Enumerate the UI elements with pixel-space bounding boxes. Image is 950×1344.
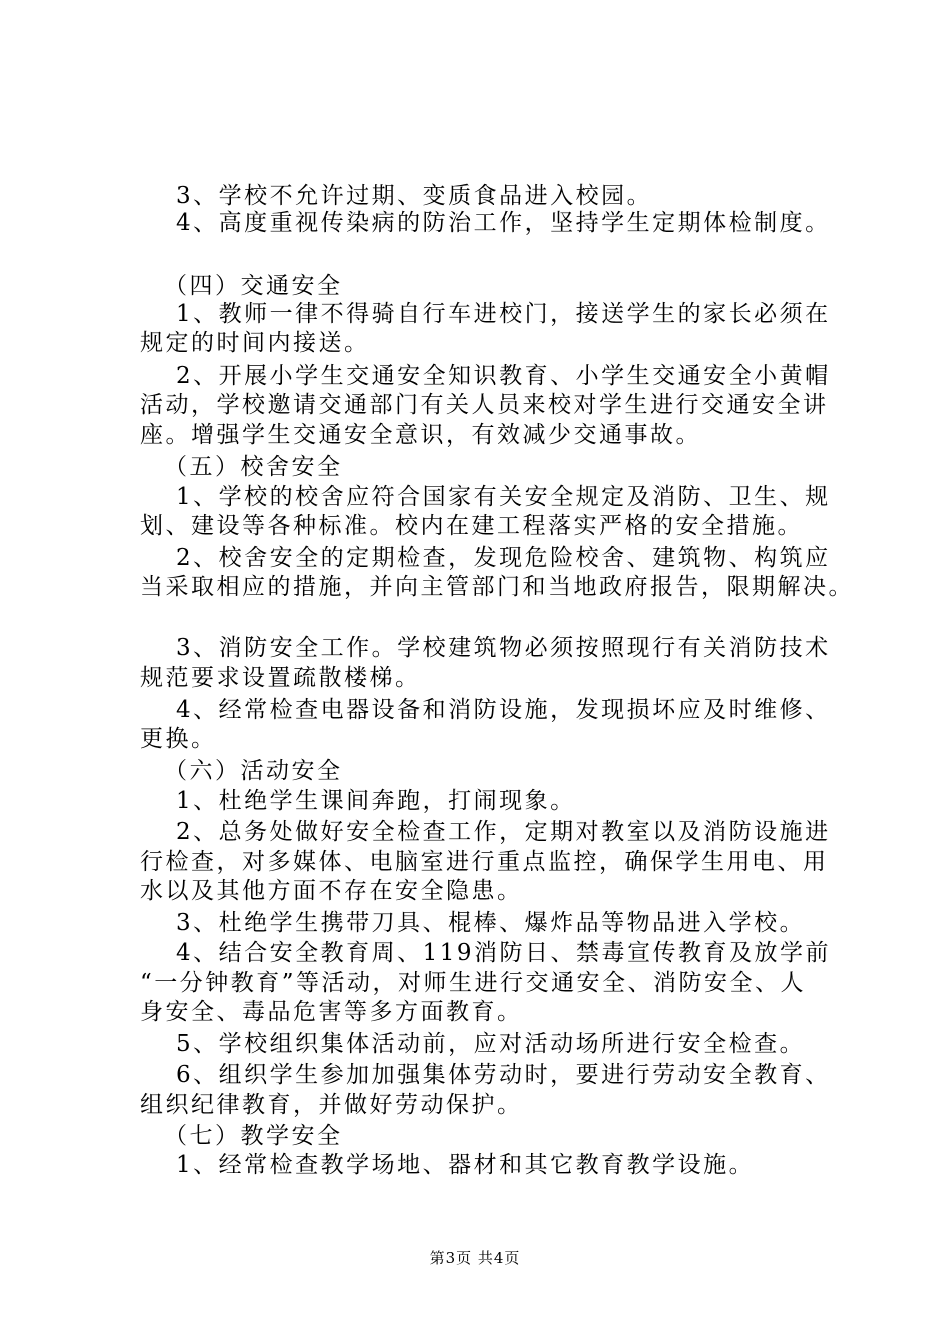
paragraph-line: 4、结合安全教育周、119消防日、禁毒宣传教育及放学前 [176,940,832,966]
section-heading: （七）教学安全 [164,1123,343,1149]
paragraph-line: 水以及其他方面不存在安全隐患。 [140,878,523,904]
page-footer: 第3页 共4页 [429,1249,521,1267]
paragraph-line: 当采取相应的措施，并向主管部门和当地政府报告，限期解决。 [140,574,854,600]
paragraph-line: 3、学校不允许过期、变质食品进入校园。 [176,183,653,209]
paragraph-line: 6、组织学生参加加强集体劳动时，要进行劳动安全教育、 [176,1062,831,1088]
paragraph-line: 2、校舍安全的定期检查，发现危险校舍、建筑物、构筑应 [176,545,831,571]
paragraph-line: 身安全、毒品危害等多方面教育。 [140,999,523,1025]
paragraph-line: 规定的时间内接送。 [140,330,370,356]
paragraph-line: 2、开展小学生交通安全知识教育、小学生交通安全小黄帽 [176,363,831,389]
paragraph-line: 4、经常检查电器设备和消防设施，发现损坏应及时维修、 [176,697,831,723]
paragraph-line: 1、学校的校舍应符合国家有关安全规定及消防、卫生、规 [176,484,831,510]
paragraph-line: 组织纪律教育，并做好劳动保护。 [140,1092,523,1118]
paragraph-line: 3、消防安全工作。学校建筑物必须按照现行有关消防技术 [176,635,831,661]
paragraph-line: 更换。 [140,726,217,752]
paragraph-line: 活动，学校邀请交通部门有关人员来校对学生进行交通安全讲 [140,392,829,418]
paragraph-line: 行检查，对多媒体、电脑室进行重点监控，确保学生用电、用 [140,849,829,875]
paragraph-line: 1、教师一律不得骑自行车进校门，接送学生的家长必须在 [176,301,831,327]
section-heading: （四）交通安全 [164,273,343,299]
paragraph-line: 1、杜绝学生课间奔跑，打闹现象。 [176,788,576,814]
paragraph-line: 2、总务处做好安全检查工作，定期对教室以及消防设施进 [176,819,831,845]
paragraph-line: 座。增强学生交通安全意识，有效减少交通事故。 [140,422,701,448]
paragraph-line: 1、经常检查教学场地、器材和其它教育教学设施。 [176,1152,755,1178]
paragraph-line: 规范要求设置疏散楼梯。 [140,665,421,691]
paragraph-line: 划、建设等各种标准。校内在建工程落实严格的安全措施。 [140,513,803,539]
paragraph-line: “一分钟教育”等活动，对师生进行交通安全、消防安全、人 [140,970,807,996]
section-heading: （五）校舍安全 [164,454,343,480]
paragraph-line: 5、学校组织集体活动前，应对活动场所进行安全检查。 [176,1031,806,1057]
paragraph-line: 3、杜绝学生携带刀具、棍棒、爆炸品等物品进入学校。 [176,910,806,936]
paragraph-line: 4、高度重视传染病的防治工作，坚持学生定期体检制度。 [176,210,831,236]
section-heading: （六）活动安全 [164,758,343,784]
